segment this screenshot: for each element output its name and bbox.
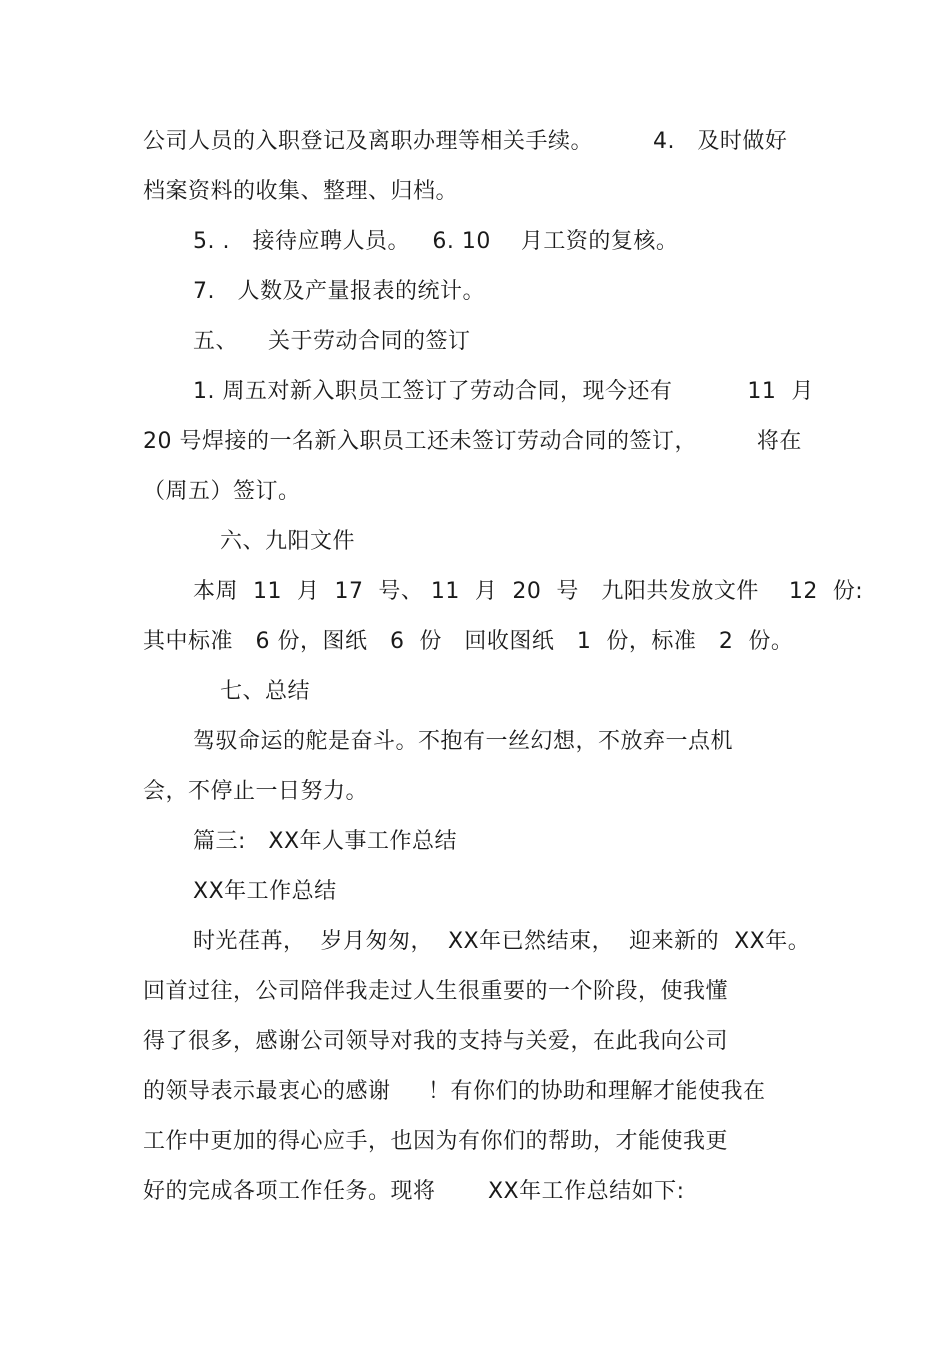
text-line: 公司人员的入职登记及离职办理等相关手续。 4. 及时做好 <box>143 129 788 154</box>
text-line: 回首过往，公司陪伴我走过人生很重要的一个阶段，使我懂 <box>143 979 729 1004</box>
text-line: 20 号焊接的一名新入职员工还未签订劳动合同的签订， 将在 <box>143 429 802 454</box>
chapter-heading: 篇三: XX年人事工作总结 <box>193 829 458 854</box>
text-line: （周五）签订。 <box>143 479 301 504</box>
text-line: 会，不停止一日努力。 <box>143 779 369 804</box>
text-line: 本周 11 月 17 号、 11 月 20 号 九阳共发放文件 12 份: <box>193 579 864 604</box>
text-line: 1. 周五对新入职员工签订了劳动合同，现今还有 11 月 <box>193 379 814 404</box>
text-line: 工作中更加的得心应手，也因为有你们的帮助，才能使我更 <box>143 1129 729 1154</box>
text-line: 得了很多，感谢公司领导对我的支持与关爱，在此我向公司 <box>143 1029 729 1054</box>
section-heading: XX年工作总结 <box>193 879 337 904</box>
text-line: 档案资料的收集、整理、归档。 <box>143 179 459 204</box>
text-line: 的领导表示最衷心的感谢 ！有你们的协助和理解才能使我在 <box>143 1079 766 1104</box>
text-line: 时光荏苒， 岁月匆匆， XX年已然结束， 迎来新的 XX年。 <box>193 929 811 954</box>
text-line: 其中标准 6 份，图纸 6 份 回收图纸 1 份，标准 2 份。 <box>143 629 794 654</box>
text-line: 5. . 接待应聘人员。 6. 10 月工资的复核。 <box>193 229 679 254</box>
section-heading: 六、九阳文件 <box>220 529 356 554</box>
text-line: 驾驭命运的舵是奋斗。不抱有一丝幻想，不放弃一点机 <box>193 729 734 754</box>
section-heading: 五、 关于劳动合同的签订 <box>193 329 471 354</box>
section-heading: 七、总结 <box>220 679 311 704</box>
text-line: 好的完成各项工作任务。现将 XX年工作总结如下: <box>143 1179 685 1204</box>
text-line: 7. 人数及产量报表的统计。 <box>193 279 485 304</box>
